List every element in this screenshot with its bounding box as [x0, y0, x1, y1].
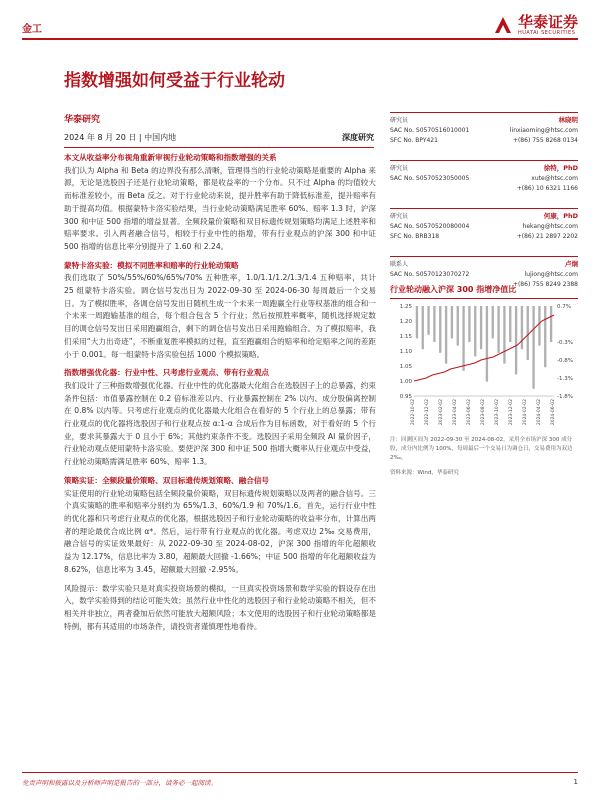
bar	[474, 306, 476, 356]
logo	[492, 14, 578, 36]
analyst-name: 卢炯	[565, 260, 578, 268]
left-tick-label: 1.20	[399, 319, 412, 325]
nav-ratio-chart	[390, 300, 578, 430]
analyst-phone: +(86) 10 6321 1166	[516, 185, 578, 192]
analyst-name: 徐特，PhD	[543, 164, 578, 172]
x-tick-label: 2023-04-02	[453, 399, 458, 426]
left-tick-label: 1.15	[399, 334, 412, 340]
right-axis	[557, 304, 573, 400]
bar	[433, 306, 435, 342]
analyst-phone: +(86) 755 8268 0134	[512, 137, 578, 144]
top-bar	[22, 14, 578, 38]
section-paragraph	[64, 260, 376, 362]
left-tick-label: 1.10	[399, 349, 412, 355]
analyst-card	[390, 208, 578, 252]
analyst-name: 林晓明	[558, 116, 578, 124]
analyst-sac: SAC No. S0570520080004	[390, 223, 470, 230]
bar	[503, 306, 505, 364]
section-heading: 蒙特卡洛实验：模拟不同胜率和赔率的行业轮动策略	[64, 260, 239, 270]
left-tick-label: 0.95	[399, 394, 412, 400]
left-axis	[400, 304, 413, 400]
left-tick-label: 1.00	[399, 379, 412, 385]
x-tick-label: 2023-08-02	[481, 399, 486, 426]
analyst-card	[390, 160, 578, 204]
x-tick-label: 2024-04-02	[537, 399, 542, 426]
chart-note: 注：回测区间为 2022-09-30 至 2024-08-02，采用全市场沪深 300 成分股，成分内比例为 100%，每周最后一个交易日为调仓日，交易费用为双边 2‰。	[390, 437, 573, 461]
bar	[550, 306, 552, 342]
report-date: 2024 年 8 月 20 日	[64, 133, 137, 142]
bar	[422, 306, 424, 349]
analyst-email[interactable]: xute@htsc.com	[531, 175, 578, 182]
risk-text: 风险提示：数学实验只是对真实投资场景的模拟，一旦真实投资场景和数学实验的假设存在出入，数学实验得到的结论可能失效；虽然行业中性化的选股因子和行业轮动策略不相关，但不相关并非独立，两者叠加后依然可能放大超额风险；本文使用的选股因子和行业轮动策略都是特例，都有其适用的市场条件，请投资者谨慎理性地看待。	[64, 583, 376, 631]
bar	[532, 306, 534, 389]
bar	[416, 306, 418, 338]
right-tick-label: -1.3%	[557, 376, 573, 382]
section-text: 我们选取了 50%/55%/60%/65%/70% 五种胜率，1.0/1.1/1.2/1.3/1.4 五种赔率，共计 25 组蒙特卡洛实验。调仓信号发出日为 2022-09-30 至 2024-06-30 每周最后一个交易日。为了模拟胜率，各调仓信号发出日随机生成一个未来一周跑赢全行业等权基准的组合和一个未来一周跑输基准的组合，每个组合包含 5 个行业；然后按照胜率概率，随机选择规定数目的调仓信号发出日采用跑赢组合，剩下的调仓信号发出日采用跑输组合。为了模拟赔率，我们采用“大力出奇迹”，不断重复胜率模拟的过程，直至跑赢组合的赔率和给定赔率之间的差距小于 0.001。每一组蒙特卡洛实验包括 1000 个模拟策略。	[64, 273, 376, 359]
bar	[497, 306, 499, 353]
left-tick-label: 1.05	[399, 364, 412, 370]
report-region: 中国内地	[144, 133, 177, 142]
report-body	[64, 152, 376, 639]
section-paragraph	[64, 475, 376, 577]
analyst-role: 研究员	[390, 165, 409, 172]
section-paragraph	[64, 152, 376, 254]
analyst-email[interactable]: linxiaoming@htsc.com	[509, 127, 578, 134]
bar-series	[416, 306, 553, 389]
huatai-logo-icon	[492, 14, 514, 36]
section-text: 我们设计了三种指数增强优化器。行业中性的优化器最大化组合在选股因子上的总暴露，约束条件包括：市值暴露控制在 0.2 倍标准差以内、行业暴露控制在 2% 以内、成分股偏离控制在 0.8% 以内等。只考虑行业观点的优化器最大化组合在看好的 5 个行业上的总暴露；带有行业观点的优化器将选股因子和行业观点按 α:1-α 合成后作为目标函数，对于看好的 5 个行业，要求其暴露大于 0 且小于 6%；其他约束条件不变。选股因子采用全频段 AI 量价因子，行业轮动观点使用蒙特卡洛实验。要使沪深 300 和中证 500 指增大概率从行业观点中受益，行业轮动策略需满足胜率 60%、赔率 1.3。	[64, 380, 377, 467]
logo-text-cn: 华泰证券	[517, 13, 578, 31]
bar	[427, 306, 429, 335]
analyst-sac: SAC No. S0570516010001	[390, 127, 470, 134]
risk-paragraph	[64, 583, 376, 634]
analyst-card	[390, 112, 578, 156]
section-text: 实证使用的行业轮动策略包括全频段量价策略，双目标遗传规划策略以及两者的融合信号。三个真实策略的胜率和赔率分别约为 65%/1.3、60%/1.9 和 70%/1.6。首先，运行行业中性的优化器和只考虑行业观点的优化器，根据选股因子和行业轮动策略的收益率分布，计算出两者的理论最优合成比例 α*。然后，运行带有行业观点的优化器。考虑双边 2‰ 交易费用，融合信号的实证效果最好：从 2022-09-30 至 2024-08-02，沪深 300 指增的年化超额收益为 12.17%，信息比率为 3.80，超额最大回撤 -1.66%；中证 500 指增的年化超额收益为 8.62%，信息比率为 3.45，超额最大回撤 -2.95%。	[64, 488, 376, 574]
analyst-phone: +(86) 755 8249 2388	[512, 281, 578, 288]
bar	[486, 306, 488, 382]
right-tick-label: -1.8%	[557, 394, 573, 400]
analyst-email[interactable]: hekang@htsc.com	[522, 223, 578, 230]
analyst-panel	[390, 112, 578, 304]
bar	[462, 306, 464, 371]
org-name: 华泰研究	[64, 115, 101, 125]
bar	[468, 306, 470, 342]
section-heading: 指数增强优化器：行业中性、只考虑行业观点、带有行业观点	[64, 368, 270, 378]
chart-source: 资料来源：Wind，华泰研究	[390, 470, 459, 476]
bar	[480, 306, 482, 349]
bar	[492, 306, 494, 338]
section-heading: 策略实证：全频段量价策略、双目标遗传规划策略、融合信号	[64, 475, 270, 485]
footer-divider	[22, 772, 578, 773]
bar	[544, 306, 546, 367]
bar	[451, 306, 453, 338]
analyst-sfc: SFC No. BPY421	[390, 137, 438, 144]
bar	[509, 306, 511, 342]
section-paragraph	[64, 367, 376, 469]
x-tick-label: 2023-02-02	[439, 399, 444, 426]
analyst-name: 何康，PhD	[543, 212, 578, 220]
bar	[527, 306, 529, 360]
header-divider	[22, 38, 578, 40]
x-tick-label: 2024-06-02	[551, 399, 556, 426]
right-tick-label: -0.8%	[557, 358, 573, 364]
dateline: 2024 年 8 月 20 日 | 中国内地 深度研究	[64, 132, 374, 148]
x-tick-label: 2024-02-02	[523, 399, 528, 426]
analyst-sac: SAC No. S0570523050005	[390, 175, 470, 182]
x-tick-label: 2023-06-02	[467, 399, 472, 426]
bar	[439, 306, 441, 353]
right-tick-label: -0.3%	[557, 340, 573, 346]
left-tick-label: 1.25	[399, 304, 412, 310]
logo-text-en: HUATAI SECURITIES	[517, 30, 576, 36]
category-tag: 金工	[22, 24, 42, 35]
bar	[538, 306, 540, 346]
bar	[521, 306, 523, 349]
analyst-role: 研究员	[390, 213, 409, 220]
bar	[445, 306, 447, 364]
x-axis	[410, 396, 556, 425]
analyst-sac: SAC No. S0570123070272	[390, 271, 470, 278]
analyst-role: 研究员	[390, 117, 409, 124]
analyst-sfc: SFC No. BRB318	[390, 233, 440, 240]
chart-title: 行业轮动融入沪深 300 指增净值比	[390, 284, 578, 299]
x-tick-label: 2023-10-02	[495, 399, 500, 426]
right-tick-label: 0.7%	[557, 304, 571, 310]
analyst-role: 联系人	[390, 261, 409, 268]
analyst-phone: +(86) 21 2897 2202	[516, 233, 578, 240]
x-tick-label: 2022-12-02	[425, 399, 430, 426]
x-tick-label: 2023-12-02	[509, 399, 514, 426]
report-title: 指数增强如何受益于行业轮动	[64, 71, 285, 91]
analyst-email[interactable]: lujiong@htsc.com	[524, 271, 578, 278]
section-heading: 本文从收益率分布视角重新审视行业轮动策略和指数增强的关系	[64, 153, 277, 162]
section-text: 我们认为 Alpha 和 Beta 的边界没有那么清晰，管理得当的行业轮动策略是重要的 Alpha 来源，无论是选股因子还是行业轮动策略，都是收益率的一个分布。只不过 Alpha 的均值较大而标准差较小，而 Beta 反之。对于行业轮动来说，提升胜率有助于降低标准差，提升赔率有助于提高均值。根据蒙特卡洛实验结果，当行业轮动策略满足胜率 60%、赔率 1.3 时，沪深 300 和中证 500 指增的增益显著。全频段量价策略和双目标遗传规划策略均满足上述胜率和赔率要求。引入两者融合信号，相较于行业中性的指增，带有行业观点的沪深 300 和中证 500 指增的信息比率分别提升了 1.60 和 2.24。	[64, 165, 376, 251]
footer-disclaimer: 免责声明和披露以及分析师声明是报告的一部分，请务必一起阅读。	[22, 779, 217, 787]
report-type: 深度研究	[342, 133, 374, 142]
bar	[457, 306, 459, 346]
x-tick-label: 2022-10-02	[411, 399, 416, 426]
bar	[515, 306, 517, 374]
page-number: 1	[573, 778, 578, 786]
